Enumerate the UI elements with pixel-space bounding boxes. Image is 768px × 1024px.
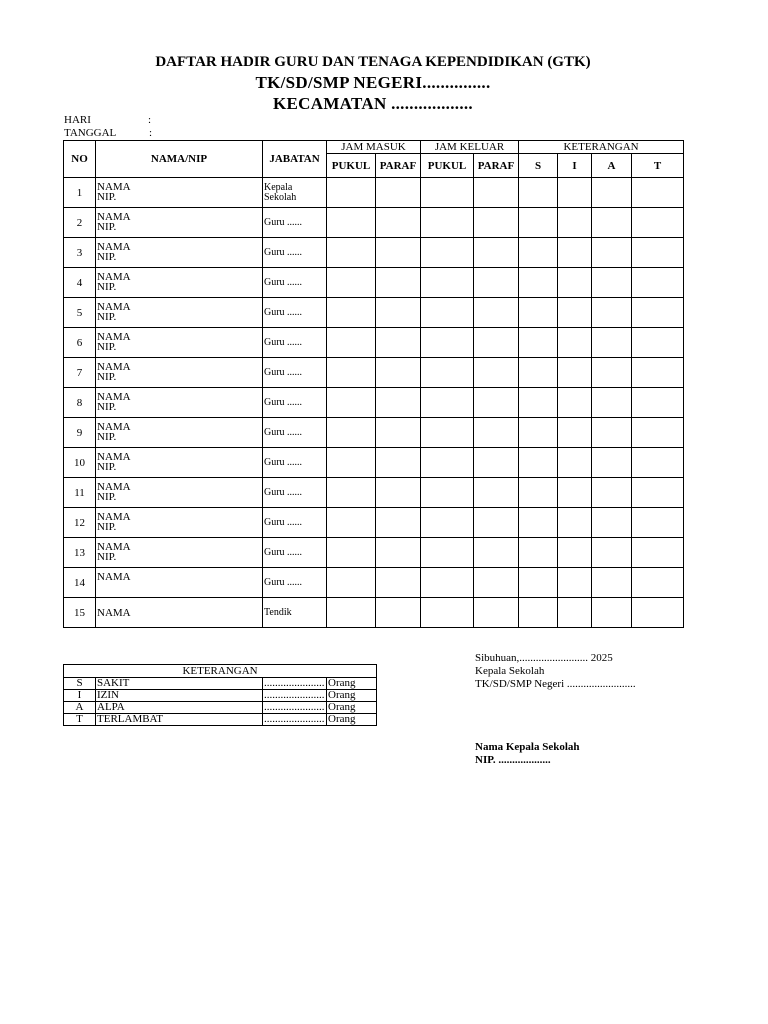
table-row — [64, 238, 684, 268]
header-a: A — [592, 154, 632, 178]
cell-a[interactable] — [592, 208, 632, 238]
table-row — [64, 358, 684, 388]
cell-paraf-masuk[interactable] — [376, 448, 421, 478]
cell-paraf-keluar[interactable] — [474, 238, 519, 268]
day-value: : — [148, 114, 152, 126]
row-nip: NIP. — [97, 461, 117, 473]
cell-t[interactable] — [632, 238, 684, 268]
cell-pukul-masuk[interactable] — [327, 328, 376, 358]
signature-role: Kepala Sekolah — [475, 665, 545, 677]
cell-i[interactable] — [558, 508, 592, 538]
cell-paraf-masuk[interactable] — [376, 538, 421, 568]
header-no: NO — [64, 141, 96, 178]
row-nama: NAMA — [97, 571, 131, 583]
cell-paraf-keluar[interactable] — [474, 178, 519, 208]
row-jabatan: Guru ...... — [263, 298, 327, 328]
legend-row — [64, 690, 377, 702]
date-value: : — [149, 127, 153, 139]
legend-dots: ...................... — [264, 701, 325, 713]
cell-paraf-masuk[interactable] — [376, 418, 421, 448]
cell-paraf-keluar[interactable] — [474, 598, 519, 628]
cell-pukul-keluar[interactable] — [421, 478, 474, 508]
cell-t[interactable] — [632, 508, 684, 538]
row-nama: NAMA — [97, 481, 131, 493]
cell-a[interactable] — [592, 328, 632, 358]
row-nama: NAMA — [97, 361, 131, 373]
cell-s[interactable] — [519, 328, 558, 358]
signature-nip: NIP. ................... — [475, 754, 551, 766]
day-label: HARI — [64, 114, 91, 126]
row-nama-nip — [96, 178, 263, 208]
cell-paraf-keluar[interactable] — [474, 478, 519, 508]
legend-table — [63, 664, 377, 726]
row-nip: NIP. — [97, 371, 117, 383]
cell-a[interactable] — [592, 268, 632, 298]
signature-name: Nama Kepala Sekolah — [475, 741, 580, 753]
cell-i[interactable] — [558, 598, 592, 628]
cell-paraf-masuk[interactable] — [376, 208, 421, 238]
row-nama: NAMA — [97, 331, 131, 343]
row-nama: NAMA — [97, 541, 131, 553]
legend-dots: ...................... — [264, 713, 325, 725]
cell-paraf-masuk[interactable] — [376, 478, 421, 508]
cell-paraf-keluar[interactable] — [474, 568, 519, 598]
cell-paraf-keluar[interactable] — [474, 268, 519, 298]
cell-pukul-masuk[interactable] — [327, 478, 376, 508]
cell-s[interactable] — [519, 238, 558, 268]
row-nama: NAMA — [97, 181, 131, 193]
cell-pukul-masuk[interactable] — [327, 388, 376, 418]
legend-label: ALPA — [96, 702, 263, 714]
row-jabatan: Guru ...... — [263, 568, 327, 598]
legend-unit: Orang — [327, 678, 377, 690]
row-nama-nip — [96, 568, 263, 598]
cell-pukul-masuk[interactable] — [327, 508, 376, 538]
row-jabatan: Guru ...... — [263, 268, 327, 298]
legend-dots: ...................... — [264, 689, 325, 701]
legend-unit: Orang — [327, 714, 377, 726]
row-jabatan: Guru ...... — [263, 538, 327, 568]
header-jam-keluar: JAM KELUAR — [421, 141, 519, 154]
cell-s[interactable] — [519, 598, 558, 628]
cell-a[interactable] — [592, 508, 632, 538]
cell-paraf-keluar[interactable] — [474, 358, 519, 388]
row-nama-nip — [96, 298, 263, 328]
cell-pukul-masuk[interactable] — [327, 178, 376, 208]
header-nama-nip: NAMA/NIP — [96, 141, 263, 178]
row-nama-nip — [96, 478, 263, 508]
cell-t[interactable] — [632, 268, 684, 298]
row-nip: NIP. — [97, 221, 117, 233]
cell-s[interactable] — [519, 568, 558, 598]
cell-pukul-masuk[interactable] — [327, 448, 376, 478]
cell-a[interactable] — [592, 298, 632, 328]
row-number: 15 — [64, 598, 96, 628]
cell-a[interactable] — [592, 358, 632, 388]
row-number: 14 — [64, 568, 96, 598]
row-nip: NIP. — [97, 521, 117, 533]
header-pukul-keluar: PUKUL — [421, 154, 474, 178]
cell-i[interactable] — [558, 478, 592, 508]
cell-pukul-keluar[interactable] — [421, 238, 474, 268]
header-paraf-masuk: PARAF — [376, 154, 421, 178]
legend-code: S — [64, 678, 96, 690]
cell-pukul-masuk[interactable] — [327, 568, 376, 598]
cell-pukul-keluar[interactable] — [421, 298, 474, 328]
document-title: DAFTAR HADIR GURU DAN TENAGA KEPENDIDIKAN (GTK) — [155, 54, 591, 70]
row-nama-nip — [96, 598, 263, 628]
cell-i[interactable] — [558, 178, 592, 208]
cell-pukul-masuk[interactable] — [327, 418, 376, 448]
cell-i[interactable] — [558, 208, 592, 238]
cell-t[interactable] — [632, 418, 684, 448]
legend-row — [64, 678, 377, 690]
header-jam-masuk: JAM MASUK — [327, 141, 421, 154]
cell-pukul-keluar[interactable] — [421, 388, 474, 418]
table-row — [64, 598, 684, 628]
cell-paraf-keluar[interactable] — [474, 208, 519, 238]
row-number: 13 — [64, 538, 96, 568]
cell-t[interactable] — [632, 358, 684, 388]
cell-s[interactable] — [519, 418, 558, 448]
cell-pukul-masuk[interactable] — [327, 538, 376, 568]
legend-dots: ...................... — [264, 677, 325, 689]
row-nama-nip — [96, 508, 263, 538]
legend-row — [64, 714, 377, 726]
cell-s[interactable] — [519, 448, 558, 478]
cell-s[interactable] — [519, 478, 558, 508]
row-jabatan: Guru ...... — [263, 358, 327, 388]
cell-pukul-keluar[interactable] — [421, 598, 474, 628]
cell-pukul-masuk[interactable] — [327, 208, 376, 238]
cell-a[interactable] — [592, 448, 632, 478]
legend-label: TERLAMBAT — [96, 714, 263, 726]
legend-code: T — [64, 714, 96, 726]
row-nip: NIP. — [97, 341, 117, 353]
cell-paraf-keluar[interactable] — [474, 328, 519, 358]
cell-i[interactable] — [558, 268, 592, 298]
cell-paraf-masuk[interactable] — [376, 268, 421, 298]
legend-code: I — [64, 690, 96, 702]
legend-title: KETERANGAN — [64, 665, 377, 678]
cell-s[interactable] — [519, 268, 558, 298]
row-nama-nip — [96, 268, 263, 298]
cell-i[interactable] — [558, 388, 592, 418]
row-nama: NAMA — [97, 211, 131, 223]
signature-school: TK/SD/SMP Negeri ......................... — [475, 678, 636, 690]
cell-a[interactable] — [592, 598, 632, 628]
cell-t[interactable] — [632, 598, 684, 628]
row-nip: NIP. — [97, 401, 117, 413]
row-nama-nip — [96, 538, 263, 568]
row-nama: NAMA — [97, 606, 131, 619]
legend-row — [64, 702, 377, 714]
row-nama: NAMA — [97, 271, 131, 283]
cell-i[interactable] — [558, 328, 592, 358]
cell-pukul-masuk[interactable] — [327, 298, 376, 328]
row-jabatan: Guru ...... — [263, 388, 327, 418]
row-number: 1 — [64, 178, 96, 208]
cell-i[interactable] — [558, 358, 592, 388]
header-s: S — [519, 154, 558, 178]
row-jabatan: Guru ...... — [263, 478, 327, 508]
row-number: 6 — [64, 328, 96, 358]
row-number: 4 — [64, 268, 96, 298]
cell-pukul-keluar[interactable] — [421, 568, 474, 598]
cell-paraf-masuk[interactable] — [376, 508, 421, 538]
header-i: I — [558, 154, 592, 178]
cell-paraf-keluar[interactable] — [474, 538, 519, 568]
table-row — [64, 268, 684, 298]
cell-a[interactable] — [592, 478, 632, 508]
header-pukul-masuk: PUKUL — [327, 154, 376, 178]
date-field — [64, 127, 152, 139]
row-number: 3 — [64, 238, 96, 268]
row-nama-nip — [96, 418, 263, 448]
cell-pukul-masuk[interactable] — [327, 598, 376, 628]
cell-a[interactable] — [592, 388, 632, 418]
cell-paraf-masuk[interactable] — [376, 238, 421, 268]
cell-paraf-masuk[interactable] — [376, 328, 421, 358]
district-title: KECAMATAN .................. — [273, 94, 473, 113]
header-t: T — [632, 154, 684, 178]
cell-s[interactable] — [519, 358, 558, 388]
signature-place-date: Sibuhuan,......................... 2025 — [475, 652, 613, 664]
row-number: 9 — [64, 418, 96, 448]
row-nama-nip — [96, 328, 263, 358]
cell-paraf-keluar[interactable] — [474, 388, 519, 418]
row-nip: NIP. — [97, 491, 117, 503]
cell-paraf-keluar[interactable] — [474, 508, 519, 538]
cell-paraf-keluar[interactable] — [474, 418, 519, 448]
cell-t[interactable] — [632, 388, 684, 418]
row-nama: NAMA — [97, 511, 131, 523]
row-nama: NAMA — [97, 301, 131, 313]
row-nama: NAMA — [97, 391, 131, 403]
day-field — [64, 114, 151, 126]
table-row — [64, 448, 684, 478]
row-nama-nip — [96, 358, 263, 388]
cell-paraf-keluar[interactable] — [474, 448, 519, 478]
cell-paraf-masuk[interactable] — [376, 298, 421, 328]
row-jabatan: Guru ...... — [263, 208, 327, 238]
row-nip: NIP. — [97, 431, 117, 443]
cell-a[interactable] — [592, 538, 632, 568]
cell-pukul-keluar[interactable] — [421, 178, 474, 208]
cell-pukul-keluar[interactable] — [421, 268, 474, 298]
cell-pukul-masuk[interactable] — [327, 268, 376, 298]
row-nama-nip — [96, 388, 263, 418]
cell-i[interactable] — [558, 418, 592, 448]
row-jabatan: Tendik — [263, 598, 327, 628]
row-number: 11 — [64, 478, 96, 508]
cell-pukul-keluar[interactable] — [421, 508, 474, 538]
cell-t[interactable] — [632, 298, 684, 328]
cell-pukul-keluar[interactable] — [421, 328, 474, 358]
cell-i[interactable] — [558, 568, 592, 598]
row-number: 2 — [64, 208, 96, 238]
cell-a[interactable] — [592, 238, 632, 268]
cell-paraf-masuk[interactable] — [376, 568, 421, 598]
cell-pukul-keluar[interactable] — [421, 208, 474, 238]
cell-pukul-keluar[interactable] — [421, 358, 474, 388]
row-number: 5 — [64, 298, 96, 328]
row-nama: NAMA — [97, 241, 131, 253]
cell-t[interactable] — [632, 568, 684, 598]
cell-s[interactable] — [519, 298, 558, 328]
cell-i[interactable] — [558, 538, 592, 568]
table-row — [64, 388, 684, 418]
cell-pukul-masuk[interactable] — [327, 358, 376, 388]
table-row — [64, 208, 684, 238]
row-nip: NIP. — [97, 191, 117, 203]
legend-code: A — [64, 702, 96, 714]
table-row — [64, 538, 684, 568]
cell-pukul-keluar[interactable] — [421, 448, 474, 478]
cell-a[interactable] — [592, 568, 632, 598]
cell-pukul-keluar[interactable] — [421, 418, 474, 448]
row-nip: NIP. — [97, 551, 117, 563]
cell-t[interactable] — [632, 178, 684, 208]
row-number: 7 — [64, 358, 96, 388]
legend-label: SAKIT — [96, 678, 263, 690]
date-label: TANGGAL — [64, 127, 117, 139]
row-nama: NAMA — [97, 421, 131, 433]
table-row — [64, 478, 684, 508]
cell-t[interactable] — [632, 478, 684, 508]
cell-s[interactable] — [519, 208, 558, 238]
cell-paraf-masuk[interactable] — [376, 598, 421, 628]
cell-s[interactable] — [519, 508, 558, 538]
row-nip: NIP. — [97, 311, 117, 323]
cell-paraf-masuk[interactable] — [376, 388, 421, 418]
row-jabatan: Kepala Sekolah — [263, 178, 327, 208]
header-paraf-keluar: PARAF — [474, 154, 519, 178]
cell-i[interactable] — [558, 448, 592, 478]
row-jabatan: Guru ...... — [263, 508, 327, 538]
cell-pukul-keluar[interactable] — [421, 538, 474, 568]
table-row — [64, 328, 684, 358]
row-number: 12 — [64, 508, 96, 538]
cell-s[interactable] — [519, 388, 558, 418]
row-jabatan: Guru ...... — [263, 238, 327, 268]
legend-unit: Orang — [327, 690, 377, 702]
cell-a[interactable] — [592, 418, 632, 448]
cell-pukul-masuk[interactable] — [327, 238, 376, 268]
legend-label: IZIN — [96, 690, 263, 702]
row-nip: NIP. — [97, 281, 117, 293]
cell-i[interactable] — [558, 238, 592, 268]
cell-t[interactable] — [632, 448, 684, 478]
row-number: 10 — [64, 448, 96, 478]
table-row — [64, 418, 684, 448]
cell-paraf-masuk[interactable] — [376, 178, 421, 208]
cell-paraf-keluar[interactable] — [474, 298, 519, 328]
cell-t[interactable] — [632, 538, 684, 568]
cell-s[interactable] — [519, 538, 558, 568]
row-jabatan: Guru ...... — [263, 328, 327, 358]
row-nama-nip — [96, 208, 263, 238]
table-row — [64, 178, 684, 208]
table-row — [64, 568, 684, 598]
attendance-body — [64, 178, 684, 628]
header-keterangan: KETERANGAN — [519, 141, 684, 154]
cell-s[interactable] — [519, 178, 558, 208]
row-number: 8 — [64, 388, 96, 418]
row-nama-nip — [96, 238, 263, 268]
row-nama: NAMA — [97, 451, 131, 463]
row-jabatan: Guru ...... — [263, 418, 327, 448]
row-jabatan: Guru ...... — [263, 448, 327, 478]
cell-t[interactable] — [632, 328, 684, 358]
cell-i[interactable] — [558, 298, 592, 328]
row-nama-nip — [96, 448, 263, 478]
attendance-table — [63, 140, 684, 628]
table-row — [64, 298, 684, 328]
legend-unit: Orang — [327, 702, 377, 714]
table-row — [64, 508, 684, 538]
cell-a[interactable] — [592, 178, 632, 208]
header-jabatan: JABATAN — [263, 141, 327, 178]
cell-t[interactable] — [632, 208, 684, 238]
cell-paraf-masuk[interactable] — [376, 358, 421, 388]
row-nip: NIP. — [97, 251, 117, 263]
school-title: TK/SD/SMP NEGERI............... — [255, 73, 491, 92]
